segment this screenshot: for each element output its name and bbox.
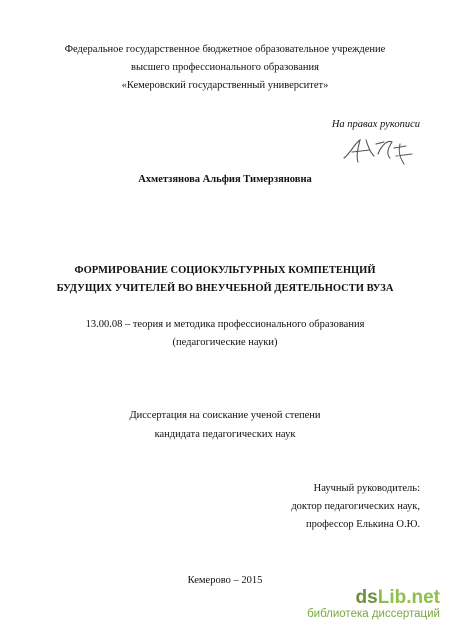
degree-line-2: кандидата педагогических наук bbox=[154, 429, 296, 440]
dslib-watermark bbox=[307, 588, 440, 621]
institution-line-2: высшего профессионального образования bbox=[131, 62, 319, 73]
title-line-1: ФОРМИРОВАНИЕ СОЦИОКУЛЬТУРНЫХ КОМПЕТЕНЦИЙ bbox=[74, 265, 376, 276]
signature-icon bbox=[340, 134, 420, 168]
title-line-2: БУДУЩИХ УЧИТЕЛЕЙ ВО ВНЕУЧЕБНОЙ ДЕЯТЕЛЬНОСТИ ВУЗА bbox=[56, 283, 394, 294]
watermark-brand-ds: ds bbox=[355, 587, 378, 608]
institution-line-1: Федеральное государственное бюджетное образовательное учреждение bbox=[64, 44, 386, 55]
degree-line-1: Диссертация на соискание ученой степени bbox=[129, 410, 321, 421]
institution-line-3: «Кемеровский государственный университет» bbox=[121, 80, 329, 91]
watermark-tagline: библиотека диссертаций bbox=[307, 608, 440, 620]
supervisor-name: профессор Елькина О.Ю. bbox=[306, 519, 420, 530]
specialty-line-1: 13.00.08 – теория и методика профессионального образования bbox=[85, 319, 365, 330]
watermark-brand-rest: Lib.net bbox=[377, 587, 440, 608]
supervisor-degree: доктор педагогических наук, bbox=[291, 501, 420, 512]
specialty-line-2: (педагогические науки) bbox=[172, 337, 278, 348]
watermark-brand bbox=[307, 588, 440, 608]
manuscript-note: На правах рукописи bbox=[331, 119, 420, 130]
supervisor-label: Научный руководитель: bbox=[313, 483, 420, 494]
author-name: Ахметзянова Альфия Тимерзяновна bbox=[138, 174, 312, 185]
place-year: Кемерово – 2015 bbox=[187, 575, 263, 586]
